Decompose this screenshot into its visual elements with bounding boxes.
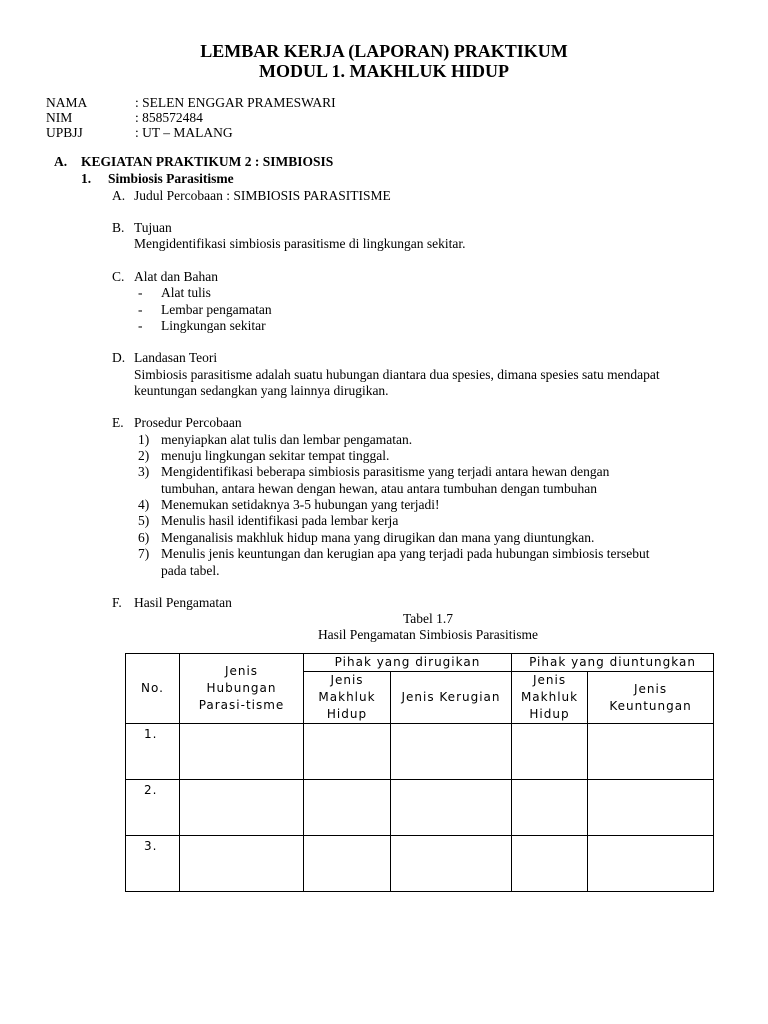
step-text: tumbuhan, antara hewan dengan hewan, atau antara tumbuhan dengan tumbuhan [161,481,597,496]
table-cell[interactable] [512,780,588,836]
step-text: Mengidentifikasi beberapa simbiosis parasitisme yang terjadi antara hewan dengan [161,464,610,479]
step-number: 6) [138,530,150,545]
prosedur-marker: E. [112,415,124,430]
row-number: 3. [126,836,180,892]
identity-label-nim: NIM [46,110,73,125]
landasan-marker: D. [112,350,126,365]
header-jenis-hubungan: Jenis Hubungan Parasi-tisme [180,654,304,724]
table-cell[interactable] [391,724,512,780]
landasan-text: Simbiosis parasitisme adalah suatu hubungan diantara dua spesies, dimana spesies satu mendapat [134,367,660,382]
step-number: 1) [138,432,150,447]
judul-marker: A. [112,188,126,203]
step-number: 5) [138,513,150,528]
header-no: No. [126,654,180,724]
subsection-title: Simbiosis Parasitisme [108,171,234,186]
identity-value-nama: : SELEN ENGGAR PRAMESWARI [135,95,336,110]
observation-table [125,653,714,892]
alat-bullet: - [138,302,143,317]
landasan-text: keuntungan sedangkan yang lainnya dirugikan. [134,383,389,398]
module-title: MODUL 1. MAKHLUK HIDUP [259,61,509,81]
alat-item: Lingkungan sekitar [161,318,266,333]
identity-label-upbjj: UPBJJ [46,125,83,140]
step-text: Menulis hasil identifikasi pada lembar kerja [161,513,399,528]
tujuan-text: Mengidentifikasi simbiosis parasitisme di lingkungan sekitar. [134,236,466,251]
table-cell[interactable] [512,724,588,780]
row-number: 2. [126,780,180,836]
table-cell[interactable] [304,724,391,780]
header-pihak-diuntungkan: Pihak yang diuntungkan [512,654,714,672]
step-text: menyiapkan alat tulis dan lembar pengamatan. [161,432,413,447]
table-caption-title: Hasil Pengamatan Simbiosis Parasitisme [317,627,539,642]
judul-text: Judul Percobaan : SIMBIOSIS PARASITISME [134,188,391,203]
table-row [126,780,714,836]
step-text: Menemukan setidaknya 3-5 hubungan yang terjadi! [161,497,440,512]
table-cell[interactable] [588,724,714,780]
identity-value-upbjj: : UT – MALANG [135,125,233,140]
tujuan-heading: Tujuan [134,220,172,235]
table-cell[interactable] [512,836,588,892]
header-jenis-kerugian: Jenis Kerugian [391,672,512,724]
header-makhluk-diuntungkan: Jenis Makhluk Hidup [512,672,588,724]
step-text: pada tabel. [161,563,220,578]
section-marker: A. [54,154,68,169]
row-number: 1. [126,724,180,780]
step-number: 2) [138,448,150,463]
step-number: 4) [138,497,150,512]
step-number: 7) [138,546,150,561]
alat-heading: Alat dan Bahan [134,269,218,284]
header-pihak-dirugikan: Pihak yang dirugikan [304,654,512,672]
identity-value-nim: : 858572484 [135,110,203,125]
table-cell[interactable] [180,724,304,780]
header-makhluk-dirugikan: Jenis Makhluk Hidup [304,672,391,724]
step-text: menuju lingkungan sekitar tempat tinggal. [161,448,390,463]
hasil-marker: F. [112,595,122,610]
table-cell[interactable] [588,780,714,836]
table-cell[interactable] [391,836,512,892]
table-row [126,724,714,780]
alat-item: Alat tulis [161,285,211,300]
alat-bullet: - [138,285,143,300]
section-title: KEGIATAN PRAKTIKUM 2 : SIMBIOSIS [81,154,334,169]
prosedur-heading: Prosedur Percobaan [134,415,242,430]
landasan-heading: Landasan Teori [134,350,218,365]
table-row [126,836,714,892]
table-cell[interactable] [588,836,714,892]
table-cell[interactable] [304,836,391,892]
document-title: LEMBAR KERJA (LAPORAN) PRAKTIKUM [200,41,568,61]
step-text: Menulis jenis keuntungan dan kerugian apa yang terjadi pada hubungan simbiosis tersebut [161,546,650,561]
table-cell[interactable] [391,780,512,836]
subsection-marker: 1. [81,171,92,186]
alat-bullet: - [138,318,143,333]
step-text: Menganalisis makhluk hidup mana yang dirugikan dan mana yang diuntungkan. [161,530,595,545]
identity-label-nama: NAMA [46,95,88,110]
table-cell[interactable] [180,836,304,892]
step-number: 3) [138,464,150,479]
header-jenis-keuntungan: Jenis Keuntungan [588,672,714,724]
table-cell[interactable] [304,780,391,836]
alat-item: Lembar pengamatan [161,302,272,317]
tujuan-marker: B. [112,220,125,235]
alat-marker: C. [112,269,125,284]
hasil-heading: Hasil Pengamatan [134,595,232,610]
table-caption-number: Tabel 1.7 [402,611,454,626]
table-cell[interactable] [180,780,304,836]
